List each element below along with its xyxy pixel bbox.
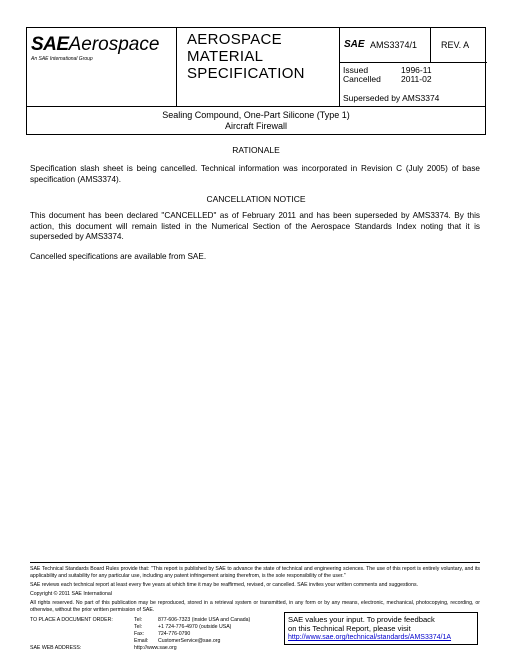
- superseded-by: Superseded by AMS3374: [343, 93, 440, 103]
- subject-line-1: Sealing Compound, One-Part Silicone (Type 1): [162, 110, 350, 120]
- issued-value: 1996-11: [401, 65, 432, 75]
- sae-aerospace-logo: [27, 28, 177, 106]
- title-line-1: AEROSPACE: [187, 31, 282, 48]
- rationale-text: Specification slash sheet is being cancelled. Technical information was incorporated in Revision C (July 2005) of base specification (AMS3374).: [30, 164, 480, 184]
- document-number: AMS3374/1: [370, 40, 418, 50]
- tel-value: 877-606-7323 (inside USA and Canada): [158, 617, 251, 623]
- fax-value: 724-776-0790: [158, 631, 191, 637]
- logo-tagline: An SAE International Group: [31, 56, 93, 62]
- order-label: TO PLACE A DOCUMENT ORDER:: [30, 617, 113, 623]
- cancellation-notice-text: This document has been declared "CANCELLED" as of February 2011 and has been superseded by AMS3374. By this action, this document will remain listed in the Numerical Section of the Aerospace Standards Index noting that it is superseded by AMS3374.: [30, 211, 480, 241]
- footer-divider: [30, 562, 480, 563]
- dates-cell: [340, 63, 487, 106]
- revision-label: REV. A: [441, 40, 470, 50]
- title-line-3: SPECIFICATION: [187, 65, 305, 82]
- document-info-panel: [340, 28, 487, 106]
- review-notice: SAE reviews each technical report at least every five years at which time it may be reaffirmed, revised, or cancelled. SAE invites your written comments and suggestions.: [30, 582, 418, 588]
- tel-label: Tel:: [134, 617, 143, 623]
- fax-label: Fax:: [134, 631, 145, 637]
- document-header: [26, 27, 486, 135]
- feedback-line-2: on this Technical Report, please visit: [288, 624, 411, 633]
- copyright-notice: Copyright © 2011 SAE International: [30, 591, 112, 597]
- availability-text: Cancelled specifications are available from SAE.: [30, 252, 207, 261]
- subject-line-2: Aircraft Firewall: [224, 121, 287, 131]
- feedback-link[interactable]: http://www.sae.org/technical/standards/AMS3374/1A: [288, 634, 452, 641]
- logo-aerospace-text: Aerospace: [68, 34, 160, 55]
- logo-sae-text: SAE: [31, 34, 69, 55]
- email-link[interactable]: CustomerService@sae.org: [158, 638, 221, 644]
- title-line-2: MATERIAL: [187, 48, 264, 65]
- standards-board-rules: SAE Technical Standards Board Rules provide that: "This report is published by SAE to advance the state of technical and engineering sciences. The use of this report is entirely voluntary, and its applicability and suitability for any particular use, including any patent infringement arising therefrom, is the sole responsibility of the user.": [30, 566, 480, 579]
- revision-cell: [431, 28, 487, 63]
- document-subject: [27, 106, 485, 134]
- rationale-heading: RATIONALE: [232, 145, 280, 155]
- issued-label: Issued: [343, 65, 369, 75]
- cancelled-value: 2011-02: [401, 74, 432, 84]
- document-number-cell: [340, 28, 431, 63]
- web-address-label: SAE WEB ADDRESS:: [30, 645, 82, 651]
- web-address-link[interactable]: http://www.sae.org: [134, 645, 177, 651]
- tel2-label: Tel:: [134, 624, 143, 630]
- feedback-box: [284, 612, 478, 645]
- tel2-value: +1 724-776-4970 (outside USA): [158, 624, 232, 630]
- sae-mark-icon: SAE: [344, 39, 365, 50]
- rights-notice: All rights reserved. No part of this publication may be reproduced, stored in a retrieval system or transmitted, in any form or by any means, electronic, mechanical, photocopying, recording, or otherwise, without the prior written permission of SAE.: [30, 600, 480, 613]
- email-label: Email:: [134, 638, 149, 644]
- document-type-title: [177, 28, 340, 106]
- cancellation-notice-heading: CANCELLATION NOTICE: [206, 194, 306, 204]
- feedback-line-1: SAE values your input. To provide feedback: [288, 615, 435, 624]
- cancelled-label: Cancelled: [343, 74, 381, 84]
